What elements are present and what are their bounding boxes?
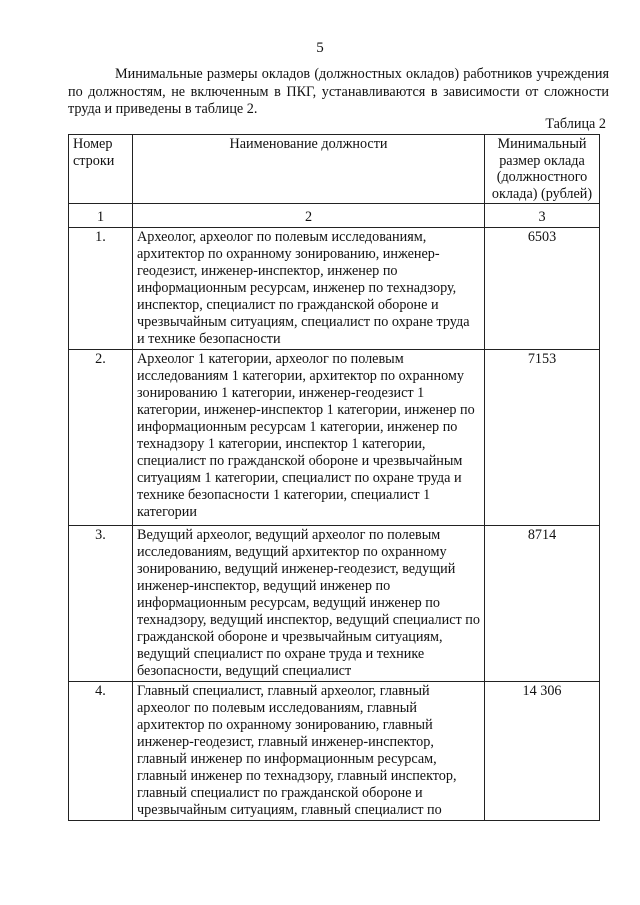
column-number: 2 <box>133 204 485 228</box>
intro-paragraph: Минимальные размеры окладов (должностных окладов) работников учреждения по должностям, не включенным в ПКГ, устанавливаются в зависимости от сложности труда и приведены в таблице 2. <box>68 66 609 117</box>
column-number-row <box>69 204 600 228</box>
table-caption: Таблица 2 <box>545 116 606 132</box>
header-min-salary: Минимальный размер оклада (должностного оклада) (рублей) <box>485 135 600 204</box>
column-number: 1 <box>69 204 133 228</box>
column-number: 3 <box>485 204 600 228</box>
row-number: 1. <box>69 228 133 350</box>
header-position-name: Наименование должности <box>133 135 485 204</box>
table-row <box>69 350 600 526</box>
table-row <box>69 682 600 821</box>
position-name: Археолог 1 категории, археолог по полевым исследованиям 1 категории, архитектор по охранному зонированию 1 категории, инженер-геодезист 1 категории, инженер-инспектор 1 категории, инженер по информационным ресурсам 1 категории, инженер по технадзору 1 категории, инспектор 1 категории, специалист по гражданской обороне и чрезвычайным ситуациям 1 категории, специалист по охране труда и технике безопасности 1 категории, специалист 1 категории <box>133 350 485 526</box>
salary-amount: 7153 <box>485 350 600 526</box>
salary-amount: 14 306 <box>485 682 600 821</box>
row-number: 3. <box>69 526 133 682</box>
table-header-row <box>69 135 600 204</box>
table-row <box>69 228 600 350</box>
position-name: Археолог, археолог по полевым исследованиям, архитектор по охранному зонированию, инженер-геодезист, инженер-инспектор, инженер по информационным ресурсам, инженер по технадзору, инспектор, специалист по гражданской обороне и чрезвычайным ситуациям, специалист по охране труда и технике безопасности <box>133 228 485 350</box>
row-number: 4. <box>69 682 133 821</box>
table-row <box>69 526 600 682</box>
header-row-number: Номер строки <box>69 135 133 204</box>
position-name: Главный специалист, главный археолог, главный археолог по полевым исследованиям, главный архитектор по охранному зонированию, главный инженер-геодезист, главный инженер-инспектор, главный инженер по информационным ресурсам, главный инженер по технадзору, главный инспектор, главный специалист по гражданской обороне и чрезвычайным ситуациям, главный специалист по <box>133 682 485 821</box>
positions-salary-table <box>68 134 600 821</box>
page-number: 5 <box>316 40 324 56</box>
row-number: 2. <box>69 350 133 526</box>
salary-amount: 8714 <box>485 526 600 682</box>
salary-amount: 6503 <box>485 228 600 350</box>
position-name: Ведущий археолог, ведущий археолог по полевым исследованиям, ведущий архитектор по охранному зонированию, ведущий инженер-геодезист, ведущий инженер-инспектор, ведущий инженер по информационным ресурсам, ведущий инженер по технадзору, ведущий инспектор, ведущий специалист по гражданской обороне и чрезвычайным ситуациям, ведущий специалист по охране труда и технике безопасности, ведущий специалист <box>133 526 485 682</box>
